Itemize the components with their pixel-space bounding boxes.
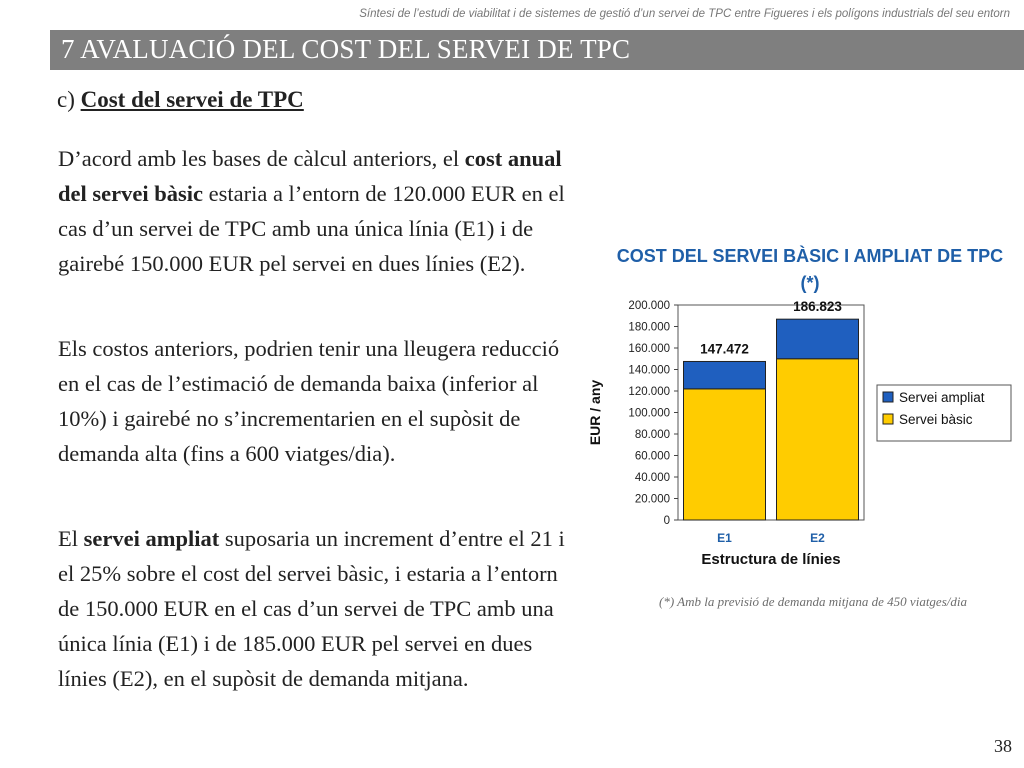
- bar-segment: [777, 359, 859, 520]
- y-tick-label: 200.000: [628, 300, 670, 312]
- bar-total-label: 186.823: [793, 299, 842, 315]
- y-tick-label: 20.000: [634, 493, 670, 506]
- y-tick-label: 40.000: [634, 472, 670, 484]
- stacked-bar-chart: [580, 295, 1024, 580]
- page-number: 38: [994, 736, 1012, 756]
- p1-text-a: D’acord amb les bases de càlcul anteriors, el: [58, 146, 465, 171]
- legend-swatch: [883, 414, 893, 424]
- y-tick-label: 120.000: [628, 386, 670, 398]
- bar-segment: [684, 389, 766, 520]
- slide-title: 7 AVALUACIÓ DEL COST DEL SERVEI DE TPC: [61, 34, 631, 64]
- p1-text-c: estaria a l’entorn de 120.000 EUR en el cas d’un servei de TPC amb una única línia (E1) i de gairebé 150.000 EUR pel servei en dues línies (E2).: [58, 181, 565, 276]
- y-tick-label: 60.000: [634, 450, 670, 463]
- section-heading: [57, 87, 304, 113]
- y-tick-label: 160.000: [628, 343, 670, 355]
- p3-bold: servei ampliat: [83, 526, 220, 551]
- chart-footnote: (*) Amb la previsió de demanda mitjana de 450 viatges/dia: [659, 594, 967, 609]
- section-title: Cost del servei de TPC: [80, 87, 304, 112]
- legend-swatch: [883, 392, 893, 402]
- y-tick-label: 100.000: [628, 407, 670, 420]
- x-tick-label: E2: [810, 531, 825, 545]
- p3-text-a: El: [58, 526, 84, 551]
- x-tick-label: E1: [717, 531, 732, 545]
- section-prefix: c): [57, 87, 81, 112]
- legend-label: Servei ampliat: [899, 390, 985, 405]
- legend-label: Servei bàsic: [899, 412, 973, 427]
- bar-segment: [777, 319, 859, 359]
- y-tick-label: 0: [663, 515, 670, 527]
- slide-title-bar: [50, 30, 1024, 70]
- y-axis-title: EUR / any: [587, 379, 603, 446]
- x-axis-title: Estructura de línies: [701, 551, 841, 568]
- y-tick-label: 180.000: [628, 321, 670, 334]
- paragraph-basic-cost: [58, 141, 578, 281]
- bar-total-label: 147.472: [700, 341, 749, 357]
- paragraph-extended-service: [58, 521, 578, 696]
- p1-bold: cost anual del servei bàsic: [58, 146, 562, 206]
- document-header: Síntesi de l’estudi de viabilitat i de sistemes de gestió d’un servei de TPC entre Figueres i els polígons industrials del seu entorn: [359, 8, 1010, 20]
- y-tick-label: 140.000: [628, 364, 670, 377]
- bar-segment: [684, 361, 766, 388]
- chart-title: COST DEL SERVEI BÀSIC I AMPLIAT DE TPC (*): [616, 246, 1004, 293]
- p3-text-c: suposaria un increment d’entre el 21 i el 25% sobre el cost del servei bàsic, i estaria a l’entorn de 150.000 EUR en el cas d’un servei de TPC amb una única línia (E1) i de 185.000 EUR pel servei en dues línies (E2), en el supòsit de demanda mitjana.: [58, 526, 565, 691]
- paragraph-demand-variation: Els costos anteriors, podrien tenir una lleugera reducció en el cas de l’estimació de demanda baixa (inferior al 10%) i gairebé no s’incrementarien en el supòsit de demanda alta (fins a 600 viatges/dia).: [58, 336, 560, 466]
- y-tick-label: 80.000: [634, 429, 670, 441]
